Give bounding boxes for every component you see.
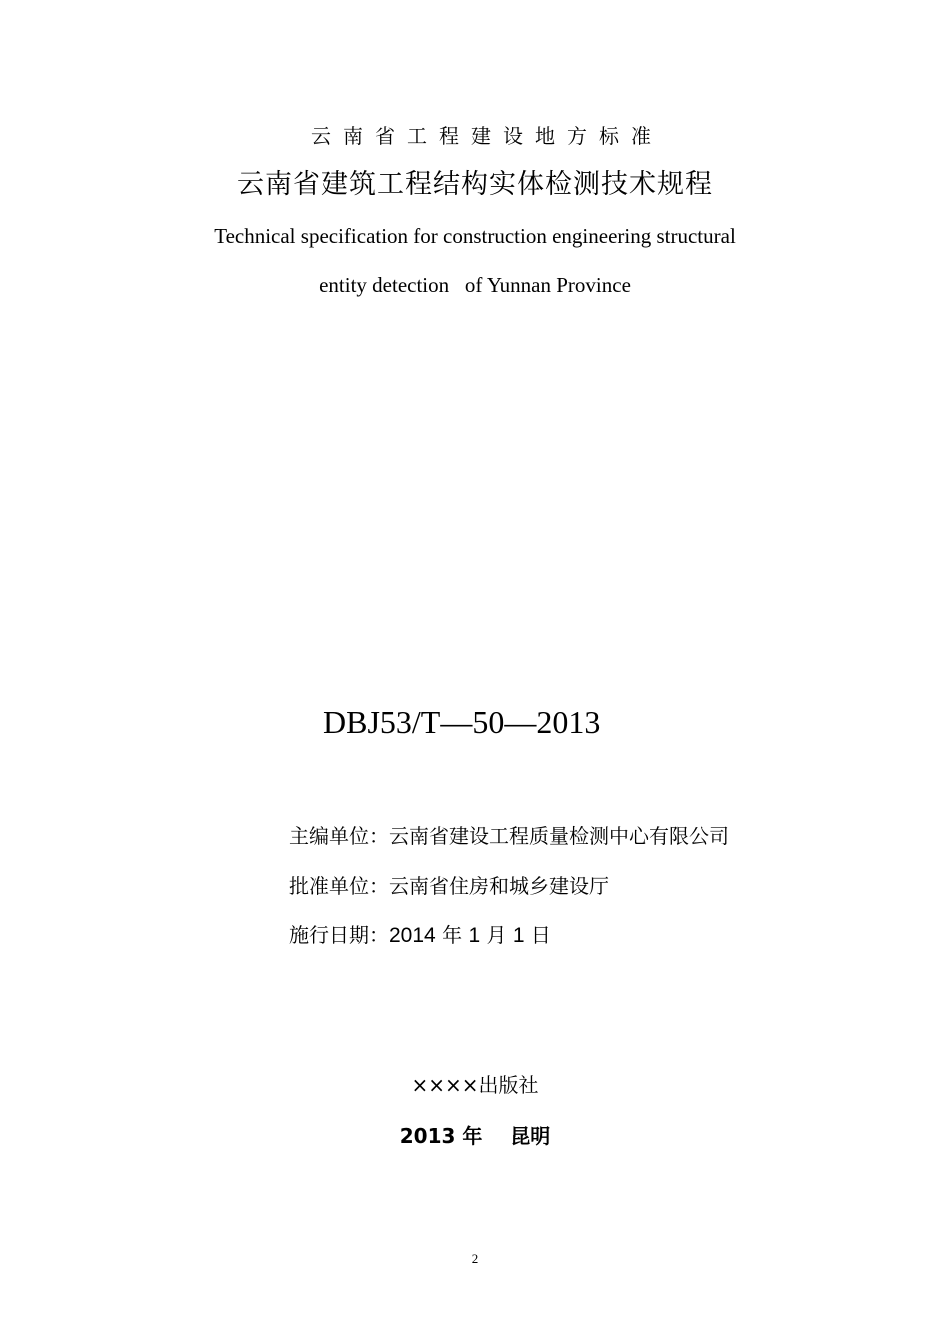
chief-editor-row [289, 820, 729, 849]
effective-date-month: 1 [468, 924, 481, 947]
chief-editor-value: 云南省建设工程质量检测中心有限公司 [389, 824, 729, 848]
effective-date-year-unit: 年 [435, 923, 469, 947]
page-number: 2 [471, 1251, 479, 1266]
chief-editor-label: 主编单位： [289, 824, 389, 848]
effective-date-day: 1 [512, 924, 525, 947]
approver-value: 云南省住房和城乡建设厅 [389, 874, 609, 898]
approver-row [289, 870, 609, 899]
document-title-english-line-2: entity detection of Yunnan Province [319, 273, 631, 297]
effective-date-row [289, 919, 551, 948]
effective-date-month-unit: 月 [480, 923, 513, 947]
approver-label: 批准单位： [289, 874, 389, 898]
publication-year-place: 2013 年 昆明 [399, 1124, 551, 1148]
publisher-name: ××××出版社 [411, 1073, 539, 1097]
standard-code: DBJ53/T—50—2013 [323, 704, 601, 740]
effective-date-label: 施行日期： [289, 923, 389, 947]
standard-series-label: 云南省工程建设地方标准 [311, 124, 663, 148]
document-title-english-line-1: Technical specification for construction engineering structural [214, 224, 736, 248]
effective-date-day-unit: 日 [524, 923, 551, 947]
document-title-chinese: 云南省建筑工程结构实体检测技术规程 [237, 169, 713, 200]
effective-date-year: 2014 [389, 924, 436, 947]
